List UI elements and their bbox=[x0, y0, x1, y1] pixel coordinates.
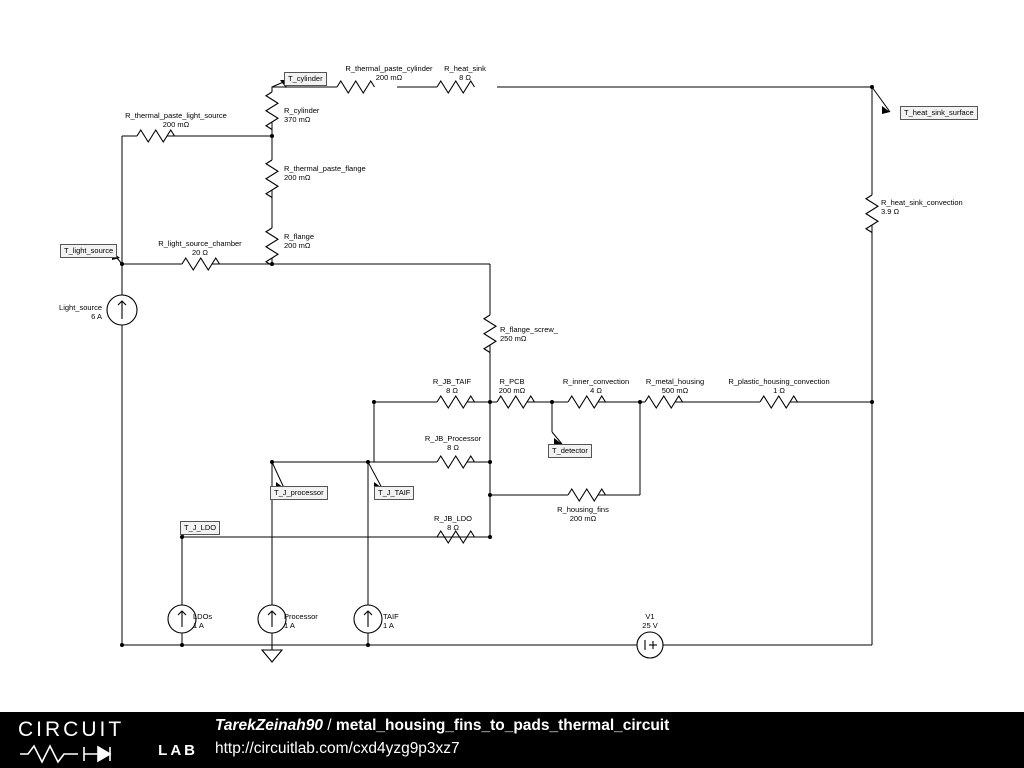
label-R_thermal_paste_flange-name: R_thermal_paste_flange bbox=[284, 164, 366, 173]
node-label-T_J_TAIF[interactable]: T_J_TAIF bbox=[374, 486, 414, 500]
label-R_housing_fins-name: R_housing_fins bbox=[557, 505, 609, 514]
node-label-arrows bbox=[112, 80, 890, 532]
label-R_heat_sink-value: 8 Ω bbox=[459, 73, 471, 82]
label-R_thermal_paste_flange-value: 200 mΩ bbox=[284, 173, 311, 182]
label-R_thermal_paste_cylinder-name: R_thermal_paste_cylinder bbox=[345, 64, 433, 73]
label-R_light_source_chamber-name: R_light_source_chamber bbox=[158, 239, 242, 248]
label-R_JB_TAIF-name: R_JB_TAIF bbox=[432, 377, 472, 386]
label-R_flange-value: 200 mΩ bbox=[284, 241, 311, 250]
node-label-T_J_processor[interactable]: T_J_processor bbox=[270, 486, 328, 500]
footer-separator: / bbox=[322, 717, 336, 734]
label-R_flange_screw-name: R_flange_screw_ bbox=[500, 325, 558, 334]
node-label-T_cylinder[interactable]: T_cylinder bbox=[284, 72, 327, 86]
resistor-R_thermal_paste_cylinder[interactable] bbox=[337, 81, 375, 93]
node-label-T_light_source[interactable]: T_light_source bbox=[60, 244, 117, 258]
logo-text-circuit: CIRCUIT bbox=[18, 718, 125, 741]
label-R_flange-name: R_flange bbox=[284, 232, 315, 241]
label-R_inner_convection-value: 4 Ω bbox=[590, 386, 602, 395]
label-Light_source-name: Light_source bbox=[59, 303, 102, 312]
circuitlab-logo bbox=[18, 718, 198, 764]
current-source-Processor[interactable] bbox=[258, 605, 286, 633]
label-R_thermal_paste_cylinder-value: 200 mΩ bbox=[375, 73, 403, 82]
label-R_JB_LDO-value: 8 Ω bbox=[447, 523, 459, 532]
resistor-R_heat_sink[interactable] bbox=[437, 81, 475, 93]
footer-url[interactable]: http://circuitlab.com/cxd4yzg9p3xz7 bbox=[215, 740, 460, 757]
label-R_thermal_paste_light_source-name: R_thermal_paste_light_source bbox=[125, 111, 227, 120]
label-R_plastic_housing_convection-value: 1 Ω bbox=[773, 386, 785, 395]
waveform-icon bbox=[18, 742, 128, 764]
footer-title bbox=[215, 717, 669, 735]
label-R_JB_LDO-name: R_JB_LDO bbox=[434, 514, 472, 523]
node-label-T_J_LDO[interactable]: T_J_LDO bbox=[180, 521, 220, 535]
label-TAIF-value: 1 A bbox=[383, 621, 394, 630]
label-LDOs-value: 1 A bbox=[193, 621, 204, 630]
label-R_housing_fins-value: 200 mΩ bbox=[569, 514, 597, 523]
label-R_metal_housing-name: R_metal_housing bbox=[645, 377, 705, 386]
voltage-source-V1[interactable] bbox=[637, 632, 663, 658]
current-source-Light_source[interactable] bbox=[107, 295, 137, 325]
label-V1-name: V1 bbox=[645, 612, 655, 621]
label-R_PCB-name: R_PCB bbox=[499, 377, 525, 386]
label-R_heat_sink_convection-name: R_heat_sink_convection bbox=[881, 198, 963, 207]
current-source-TAIF[interactable] bbox=[354, 605, 382, 633]
label-Processor-value: 1 A bbox=[284, 621, 295, 630]
label-R_JB_Processor-name: R_JB_Processor bbox=[424, 434, 482, 443]
label-LDOs-name: LDOs bbox=[193, 612, 213, 621]
label-R_JB_Processor-value: 8 Ω bbox=[447, 443, 459, 452]
label-R_PCB-value: 200 mΩ bbox=[498, 386, 526, 395]
label-R_thermal_paste_light_source-value: 200 mΩ bbox=[162, 120, 190, 129]
label-R_plastic_housing_convection-name: R_plastic_housing_convection bbox=[728, 377, 830, 386]
junction-dots bbox=[120, 85, 874, 647]
wire-network bbox=[122, 87, 872, 650]
label-R_metal_housing-value: 500 mΩ bbox=[661, 386, 689, 395]
label-R_JB_TAIF-value: 8 Ω bbox=[446, 386, 458, 395]
label-R_flange_screw-value: 250 mΩ bbox=[500, 334, 527, 343]
footer-project: metal_housing_fins_to_pads_thermal_circuit bbox=[335, 717, 670, 734]
label-R_heat_sink_convection-value: 3.9 Ω bbox=[881, 207, 900, 216]
node-label-T_detector[interactable]: T_detector bbox=[548, 444, 592, 458]
footer-bar bbox=[0, 712, 1024, 768]
label-V1-value: 25 V bbox=[642, 621, 658, 630]
label-Light_source-value: 6 A bbox=[91, 312, 102, 321]
logo-text-lab: LAB bbox=[158, 742, 198, 759]
node-label-T_heat_sink_surface[interactable]: T_heat_sink_surface bbox=[900, 106, 978, 120]
label-R_cylinder-value: 370 mΩ bbox=[284, 115, 311, 124]
label-R_heat_sink-name: R_heat_sink bbox=[444, 64, 486, 73]
label-R_inner_convection-name: R_inner_convection bbox=[562, 377, 630, 386]
label-TAIF-name: TAIF bbox=[383, 612, 399, 621]
ground-symbol bbox=[262, 645, 282, 662]
label-R_light_source_chamber-value: 20 Ω bbox=[191, 248, 209, 257]
node-label-leaders bbox=[112, 80, 890, 537]
label-R_cylinder-name: R_cylinder bbox=[284, 106, 320, 115]
label-Processor-name: Processor bbox=[284, 612, 318, 621]
current-source-LDOs[interactable] bbox=[168, 605, 196, 633]
footer-author: TarekZeinah90 bbox=[215, 717, 323, 734]
